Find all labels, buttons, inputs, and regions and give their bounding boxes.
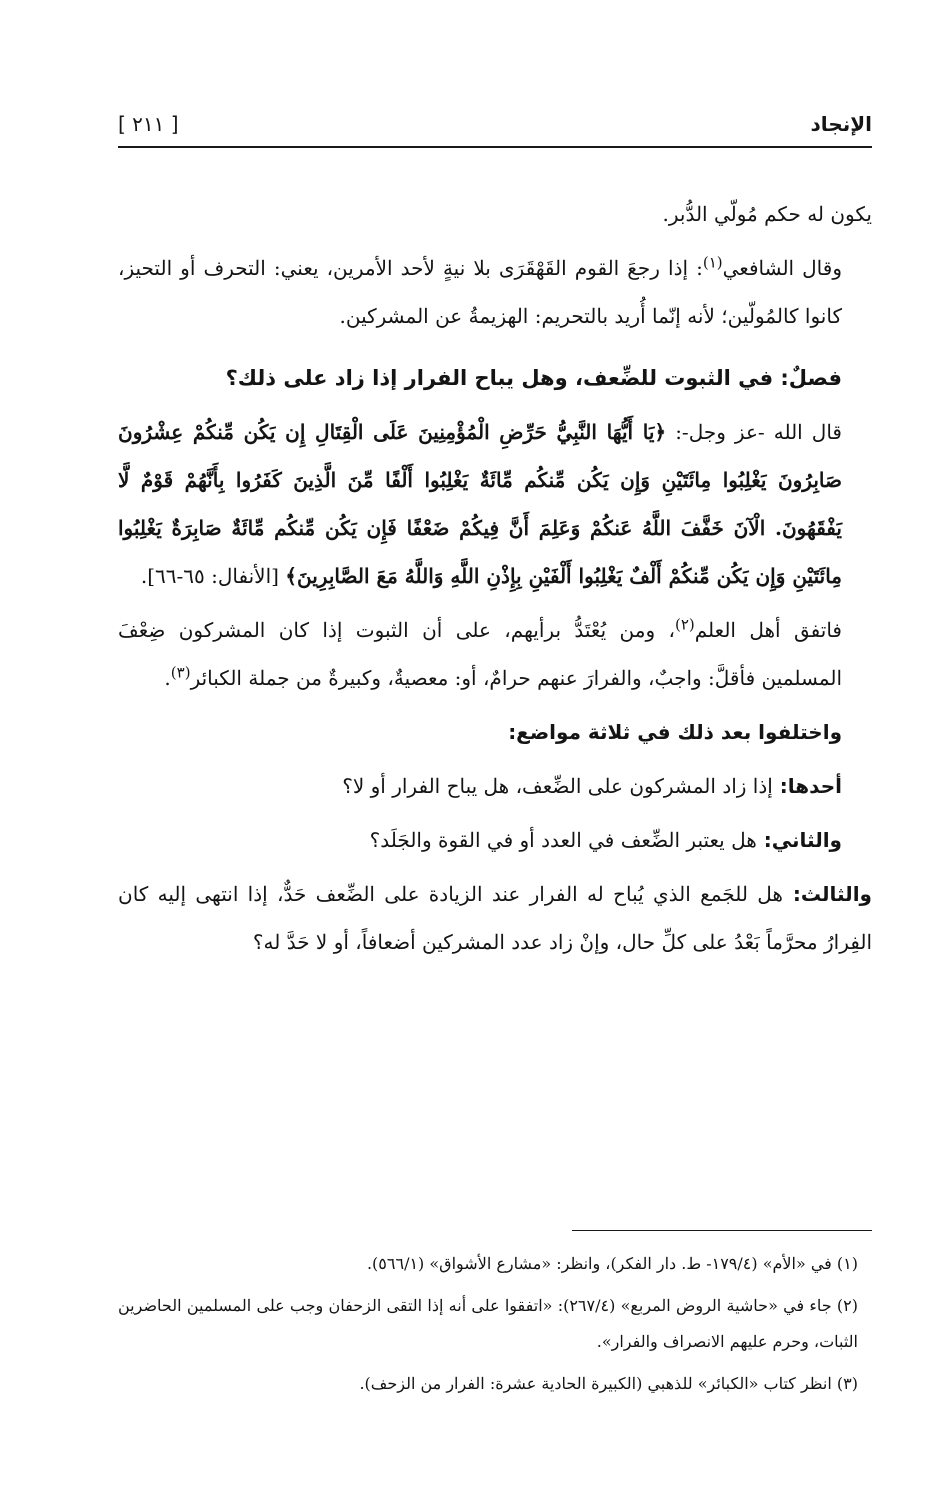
paragraph-5: واختلفوا بعد ذلك في ثلاثة مواضع: <box>508 720 842 744</box>
footnote-divider <box>572 1230 872 1231</box>
footnote-ref-3[interactable]: (٣) <box>170 663 191 682</box>
paragraph-4: فاتفق أهل العلم$^{(٢)}$، ومن يُعْتَدُّ برأيهم، على أن الثبوت إذا كان المشركون ضِعْفَ المسلمين فأقلَّ: واجبٌ، والفرارَ عنهم حرامٌ، أو: معصيةٌ، وكبيرةٌ من جملة الكبائر$^{(٣)}$. <box>118 615 842 690</box>
footnotes <box>118 1246 872 1408</box>
footnote-ref-1[interactable]: (١) <box>702 253 723 272</box>
section-heading: فصلٌ: في الثبوت للضِّعف، وهل يباح الفرار إذا زاد على ذلك؟ <box>225 366 842 390</box>
running-header <box>118 108 872 148</box>
paragraph-7: والثاني: هل يعتبر الضِّعف في العدد أو في القوة والجَلَد؟ <box>369 828 842 852</box>
paragraph-3: قال الله -عز وجل-: ﴿يَا أَيُّهَا النَّبِيُّ حَرِّضِ الْمُؤْمِنِينَ عَلَى الْقِتَالِ إِن يَكُن مِّنكُمْ عِشْرُونَ صَابِرُونَ يَغْلِبُوا مِائَتَيْنِ وَإِن يَكُن مِّنكُم مِّائَةٌ يَغْلِبُوا أَلْفًا مِّنَ الَّذِينَ كَفَرُوا بِأَنَّهُمْ قَوْمٌ لَّا يَفْقَهُونَ. الْآنَ خَفَّفَ اللَّهُ عَنكُمْ وَعَلِمَ أَنَّ فِيكُمْ ضَعْفًا فَإِن يَكُن مِّنكُم مِّائَةٌ صَابِرَةٌ يَغْلِبُوا مِائَتَيْنِ وَإِن يَكُن مِّنكُمْ أَلْفٌ يَغْلِبُوا أَلْفَيْنِ بِإِذْنِ اللَّهِ وَاللَّهُ مَعَ الصَّابِرِينَ﴾ [الأنفال: ٦٥-٦٦]. <box>118 420 842 588</box>
paragraph-6: أحدها: إذا زاد المشركون على الضِّعف، هل يباح الفرار أو لا؟ <box>342 774 842 798</box>
footnote-ref-2[interactable]: (٢) <box>674 615 695 634</box>
main-text <box>118 190 872 972</box>
page-number: [ ٢١١ ] <box>118 112 179 136</box>
footnote-1: (١) في «الأم» (١٧٩/٤- ط. دار الفكر)، وانظر: «مشارع الأشواق» (٥٦٦/١). <box>366 1254 858 1273</box>
paragraph-2: وقال الشافعي$^{(١)}$: إذا رجعَ القوم القَهْقَرَى بلا نيةٍ لأحد الأمرين، يعني: التحرف أو التحيز، كانوا كالمُولّين؛ لأنه إنّما أُريد بالتحريم: الهزيمةُ عن المشركين. <box>118 253 842 328</box>
paragraph-8: والثالث: هل للجَمع الذي يُباح له الفرار عند الزيادة على الضِّعف حَدٌّ، إذا انتهى إليه كان الفِرارُ محرَّماً بَعْدُ على كلِّ حال، وإنْ زاد عدد المشركين أضعافاً، أو لا حَدَّ له؟ <box>118 882 872 954</box>
header-title: الإنجاد <box>810 112 872 136</box>
footnote-3: (٣) انظر كتاب «الكبائر» للذهبي (الكبيرة الحادية عشرة: الفرار من الزحف). <box>359 1374 858 1393</box>
quran-verse: ﴿يَا أَيُّهَا النَّبِيُّ حَرِّضِ الْمُؤْمِنِينَ عَلَى الْقِتَالِ إِن يَكُن مِّنكُمْ عِشْرُونَ صَابِرُونَ يَغْلِبُوا مِائَتَيْنِ وَإِن يَكُن مِّنكُم مِّائَةٌ يَغْلِبُوا أَلْفًا مِّنَ الَّذِينَ كَفَرُوا بِأَنَّهُمْ قَوْمٌ لَّا يَفْقَهُونَ. الْآنَ خَفَّفَ اللَّهُ عَنكُمْ وَعَلِمَ أَنَّ فِيكُمْ ضَعْفًا فَإِن يَكُن مِّنكُم مِّائَةٌ صَابِرَةٌ يَغْلِبُوا مِائَتَيْنِ وَإِن يَكُن مِّنكُمْ أَلْفٌ يَغْلِبُوا أَلْفَيْنِ بِإِذْنِ اللَّهِ وَاللَّهُ مَعَ الصَّابِرِينَ﴾ <box>118 420 842 588</box>
paragraph-1: يكون له حكم مُولّي الدُّبر. <box>662 202 872 226</box>
footnote-2: (٢) جاء في «حاشية الروض المربع» (٢٦٧/٤): «اتفقوا على أنه إذا التقى الزحفان وجب على المسلمين الحاضرين الثبات، وحرم عليهم الانصراف والفرار». <box>118 1296 859 1351</box>
